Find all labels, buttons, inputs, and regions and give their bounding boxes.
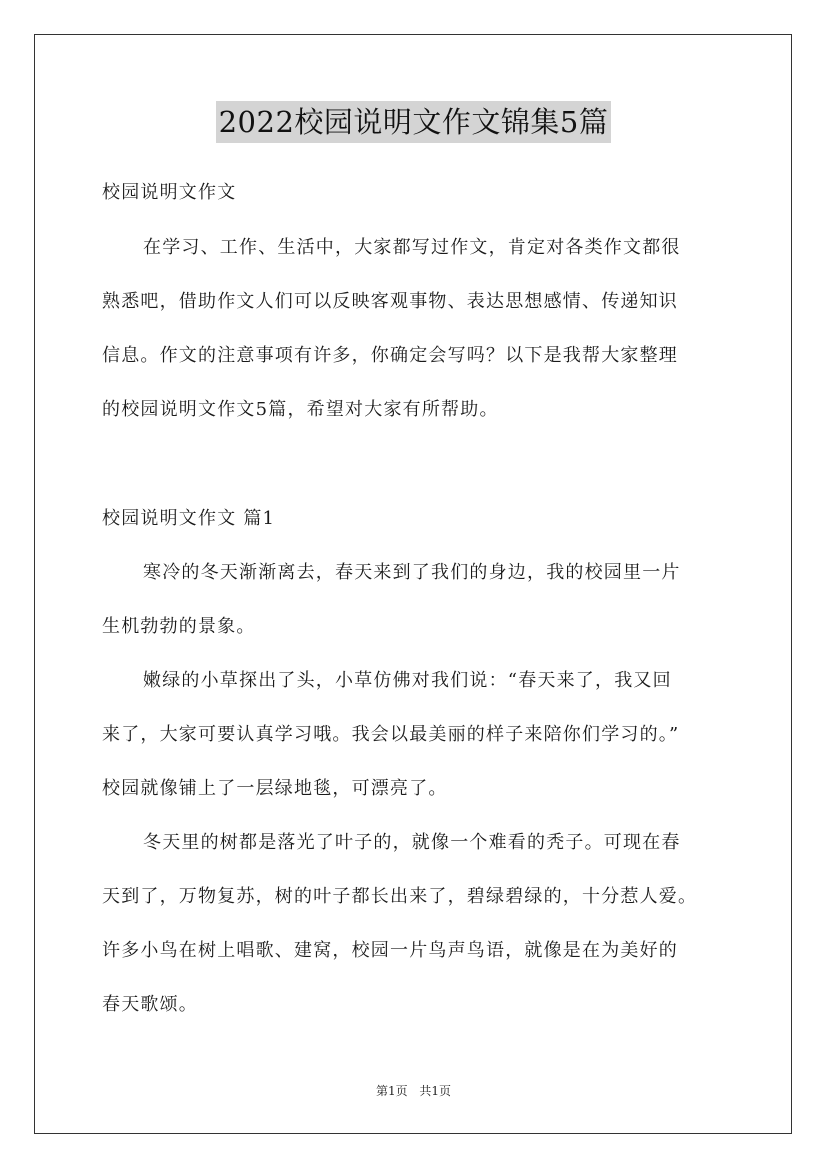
body-line: 寒冷的冬天渐渐离去，春天来到了我们的身边，我的校园里一片 (143, 562, 681, 583)
body-line: 生机勃勃的景象。 (102, 616, 256, 637)
page-number: 第1页 (375, 1084, 408, 1098)
body-line: 校园就像铺上了一层绿地毯，可漂亮了。 (102, 778, 448, 799)
body-line: 来了，大家可要认真学习哦。我会以最美丽的样子来陪你们学习的。” (102, 724, 680, 745)
intro-paragraph-line: 信息。作文的注意事项有许多，你确定会写吗？以下是我帮大家整理 (102, 345, 678, 366)
intro-heading: 校园说明文作文 (102, 182, 237, 203)
body-line: 冬天里的树都是落光了叶子的，就像一个难看的秃子。可现在春 (143, 832, 681, 853)
intro-paragraph-line: 熟悉吧，借助作文人们可以反映客观事物、表达思想感情、传递知识 (102, 291, 678, 312)
title-container (0, 101, 827, 143)
page-footer (0, 1083, 827, 1099)
page-total: 共1页 (419, 1084, 452, 1098)
body-line: 春天歌颂。 (102, 994, 198, 1015)
body-line: 天到了，万物复苏，树的叶子都长出来了，碧绿碧绿的，十分惹人爱。 (102, 886, 698, 907)
intro-paragraph-line: 在学习、工作、生活中，大家都写过作文，肯定对各类作文都很 (143, 237, 681, 258)
intro-paragraph-line: 的校园说明文作文5篇，希望对大家有所帮助。 (102, 399, 499, 420)
body-line: 许多小鸟在树上唱歌、建窝，校园一片鸟声鸟语，就像是在为美好的 (102, 940, 678, 961)
body-line: 嫩绿的小草探出了头，小草仿佛对我们说：“春天来了，我又回 (143, 670, 672, 691)
document-title: 2022校园说明文作文锦集5篇 (216, 101, 612, 143)
section-heading: 校园说明文作文 篇1 (102, 508, 276, 529)
